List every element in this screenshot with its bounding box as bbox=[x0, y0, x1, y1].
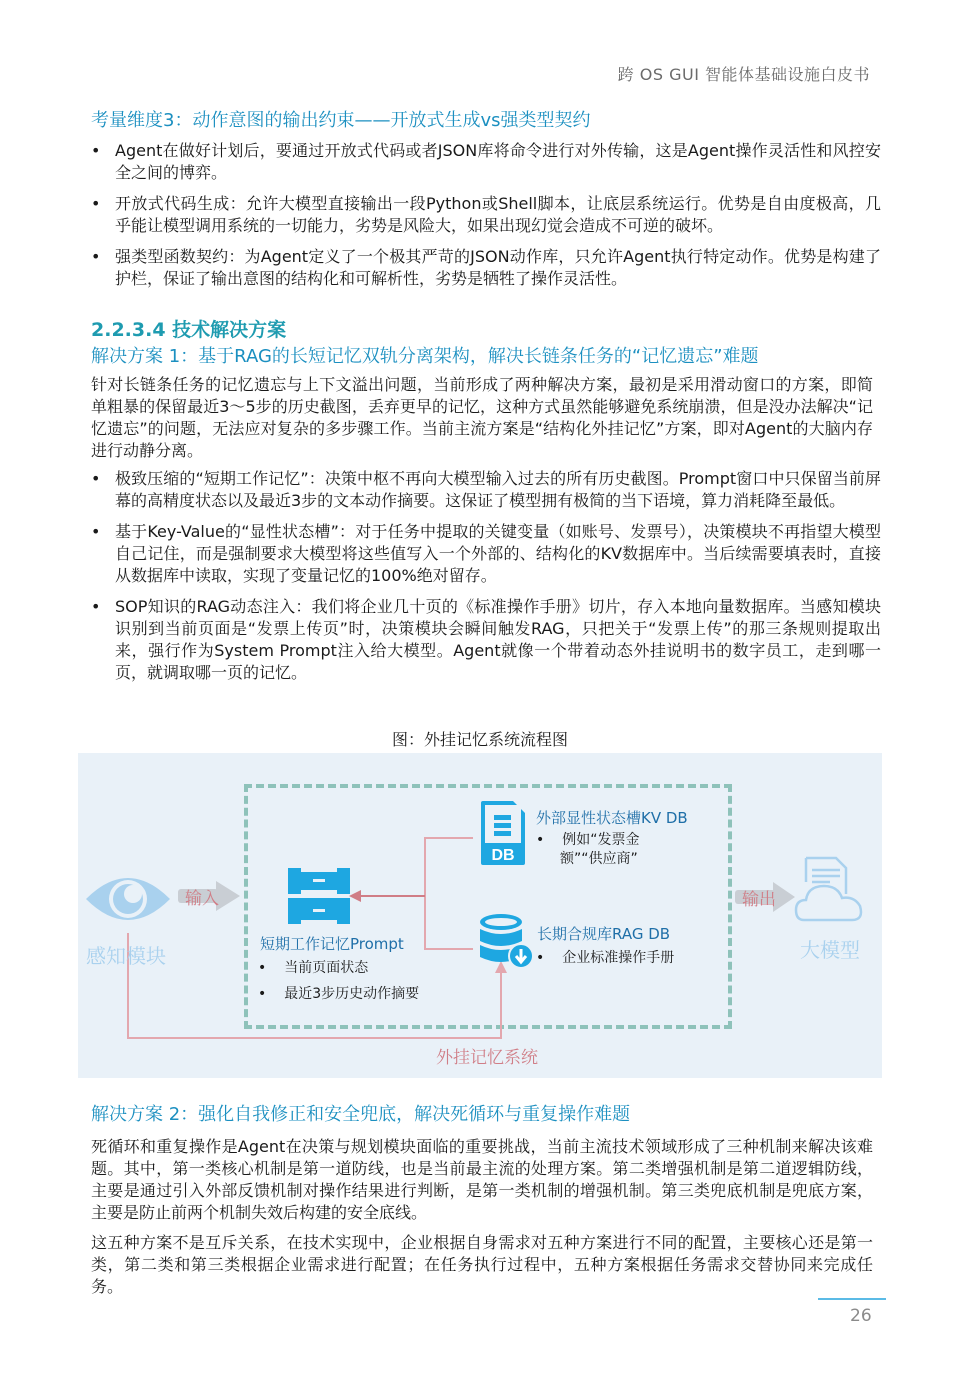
figure-caption: 图：外挂记忆系统流程图 bbox=[391, 730, 568, 749]
kv-db-item bbox=[536, 831, 640, 869]
item-text: 额”“供应商” bbox=[560, 851, 638, 867]
bullet-icon: • bbox=[91, 141, 101, 160]
bullet-icon: • bbox=[91, 522, 101, 541]
solution1-bullet-list bbox=[91, 468, 881, 693]
kv-db-title: 外部显性状态槽KV DB bbox=[536, 809, 688, 827]
item-text: 企业标准操作手册 bbox=[562, 950, 675, 966]
rag-db-title: 长期合规库RAG DB bbox=[537, 925, 671, 943]
perception-label: 感知模块 bbox=[86, 944, 166, 968]
bullet-icon: • bbox=[91, 469, 101, 488]
input-label: 输入 bbox=[185, 889, 219, 909]
section-heading: 2.2.3.4 技术解决方案 bbox=[91, 319, 287, 341]
item-text: 例如“发票金 bbox=[562, 832, 640, 848]
solution2-paragraph: 死循环和重复操作是Agent在决策与规划模块面临的重要挑战，当前主流技术领域形成了三种机制来解决该难题。其中，第一类核心机制是第一道防线，也是当前最主流的处理方案。第二类增强机制是第二道逻辑防线，主要是通过引入外部反馈机制对操作结果进行判断，是第一类机制的增强机制。第三类兜底机制是兜底方案，主要是防止前两个机制失效后构建的安全底线。 bbox=[91, 1137, 873, 1222]
list-item-text: 基于Key-Value的“显性状态槽”：对于任务中提取的关键变量（如账号、发票号），决策模块不再指望大模型自己记住，而是强制要求大模型将这些值写入一个外部的、结构化的KV数据库中。当后续需要填表时，直接从数据库中读取，实现了变量记忆的100%绝对留存。 bbox=[115, 522, 881, 585]
item-text: 当前页面状态 bbox=[284, 960, 369, 976]
list-item-text: SOP知识的RAG动态注入：我们将企业几十页的《标准操作手册》切片，存入本地向量数据库。当感知模块识别到当前页面是“发票上传页”时，决策模块会瞬间触发RAG，只把关于“发票上传”的那三条规则提取出来，强行作为System Prompt注入给大模型。Agent就像一个带着动态外挂说明书的数字员工，走到哪一页，就调取哪一页的记忆。 bbox=[115, 597, 881, 682]
list-item-text: Agent在做好计划后，要通过开放式代码或者JSON库将命令进行对外传输，这是Agent操作灵活性和风控安全之间的博弈。 bbox=[115, 141, 881, 182]
list-item bbox=[91, 193, 881, 237]
solution2-paragraph: 这五种方案不是互斥关系，在技术实现中，企业根据自身需求对五种方案进行不同的配置，主要核心还是第一类，第二类和第三类根据企业需求进行配置；在任务执行过程中，五种方案根据任务需求交替协同来完成任务。 bbox=[91, 1233, 873, 1296]
rag-db-item bbox=[536, 947, 674, 967]
list-item bbox=[91, 246, 881, 290]
short-term-item bbox=[258, 983, 419, 1003]
output-label: 输出 bbox=[742, 890, 776, 910]
bullet-icon: • bbox=[258, 986, 267, 1002]
running-header: 跨 OS GUI 智能体基础设施白皮书 bbox=[617, 65, 870, 84]
list-item-text: 极致压缩的“短期工作记忆”：决策中枢不再向大模型输入过去的所有历史截图。Prompt窗口中只保留当前屏幕的高精度状态以及最近3步的文本动作摘要。这保证了模型拥有极简的当下语境，算力消耗降至最低。 bbox=[115, 469, 881, 510]
dimension3-bullet-list bbox=[91, 140, 881, 299]
cloud-document-icon bbox=[796, 856, 866, 926]
short-term-item bbox=[258, 957, 368, 977]
database-download-icon bbox=[479, 913, 535, 971]
system-label: 外挂记忆系统 bbox=[436, 1048, 538, 1068]
list-item-text: 强类型函数契约：为Agent定义了一个极其严苛的JSON动作库，只允许Agent执行特定动作。优势是构建了护栏，保证了输出意图的结构化和可解析性，劣势是牺牲了操作灵活性。 bbox=[115, 247, 881, 288]
page-number: 26 bbox=[850, 1306, 872, 1326]
bullet-icon: • bbox=[536, 832, 545, 848]
svg-text:DB: DB bbox=[491, 847, 515, 864]
bullet-icon: • bbox=[91, 597, 101, 616]
llm-label: 大模型 bbox=[800, 938, 860, 962]
list-item bbox=[91, 468, 881, 512]
solution2-heading: 解决方案 2：强化自我修正和安全兜底，解决死循环与重复操作难题 bbox=[91, 1104, 631, 1125]
solution1-heading: 解决方案 1：基于RAG的长短记忆双轨分离架构，解决长链条任务的“记忆遗忘”难题 bbox=[91, 346, 759, 367]
list-item bbox=[91, 521, 881, 587]
footer-divider bbox=[818, 1298, 886, 1300]
stacked-drawers-icon bbox=[288, 868, 350, 924]
bullet-icon: • bbox=[258, 960, 267, 976]
list-item bbox=[91, 596, 881, 684]
item-text: 最近3步历史动作摘要 bbox=[284, 986, 420, 1002]
bullet-icon: • bbox=[536, 950, 545, 966]
list-item bbox=[91, 140, 881, 184]
short-term-title: 短期工作记忆Prompt bbox=[260, 935, 404, 953]
db-file-icon bbox=[481, 801, 525, 865]
memory-system-diagram bbox=[78, 753, 882, 1078]
list-item-text: 开放式代码生成：允许大模型直接输出一段Python或Shell脚本，让底层系统运行。优势是自由度极高，几乎能让模型调用系统的一切能力，劣势是风险大，如果出现幻觉会造成不可逆的破坏。 bbox=[115, 194, 881, 235]
solution1-intro: 针对长链条任务的记忆遗忘与上下文溢出问题，当前形成了两种解决方案，最初是采用滑动窗口的方案，即简单粗暴的保留最近3～5步的历史截图，丢弃更早的记忆，这种方式虽然能够避免系统崩溃，但是没办法解决“记忆遗忘”的问题，无法应对复杂的多步骤工作。当前主流方案是“结构化外挂记忆”方案，即对Agent的大脑内存进行动静分离。 bbox=[91, 375, 873, 460]
bullet-icon: • bbox=[91, 194, 101, 213]
eye-icon bbox=[84, 869, 172, 929]
bullet-icon: • bbox=[91, 247, 101, 266]
dimension3-heading: 考量维度3：动作意图的输出约束——开放式生成vs强类型契约 bbox=[91, 110, 591, 131]
